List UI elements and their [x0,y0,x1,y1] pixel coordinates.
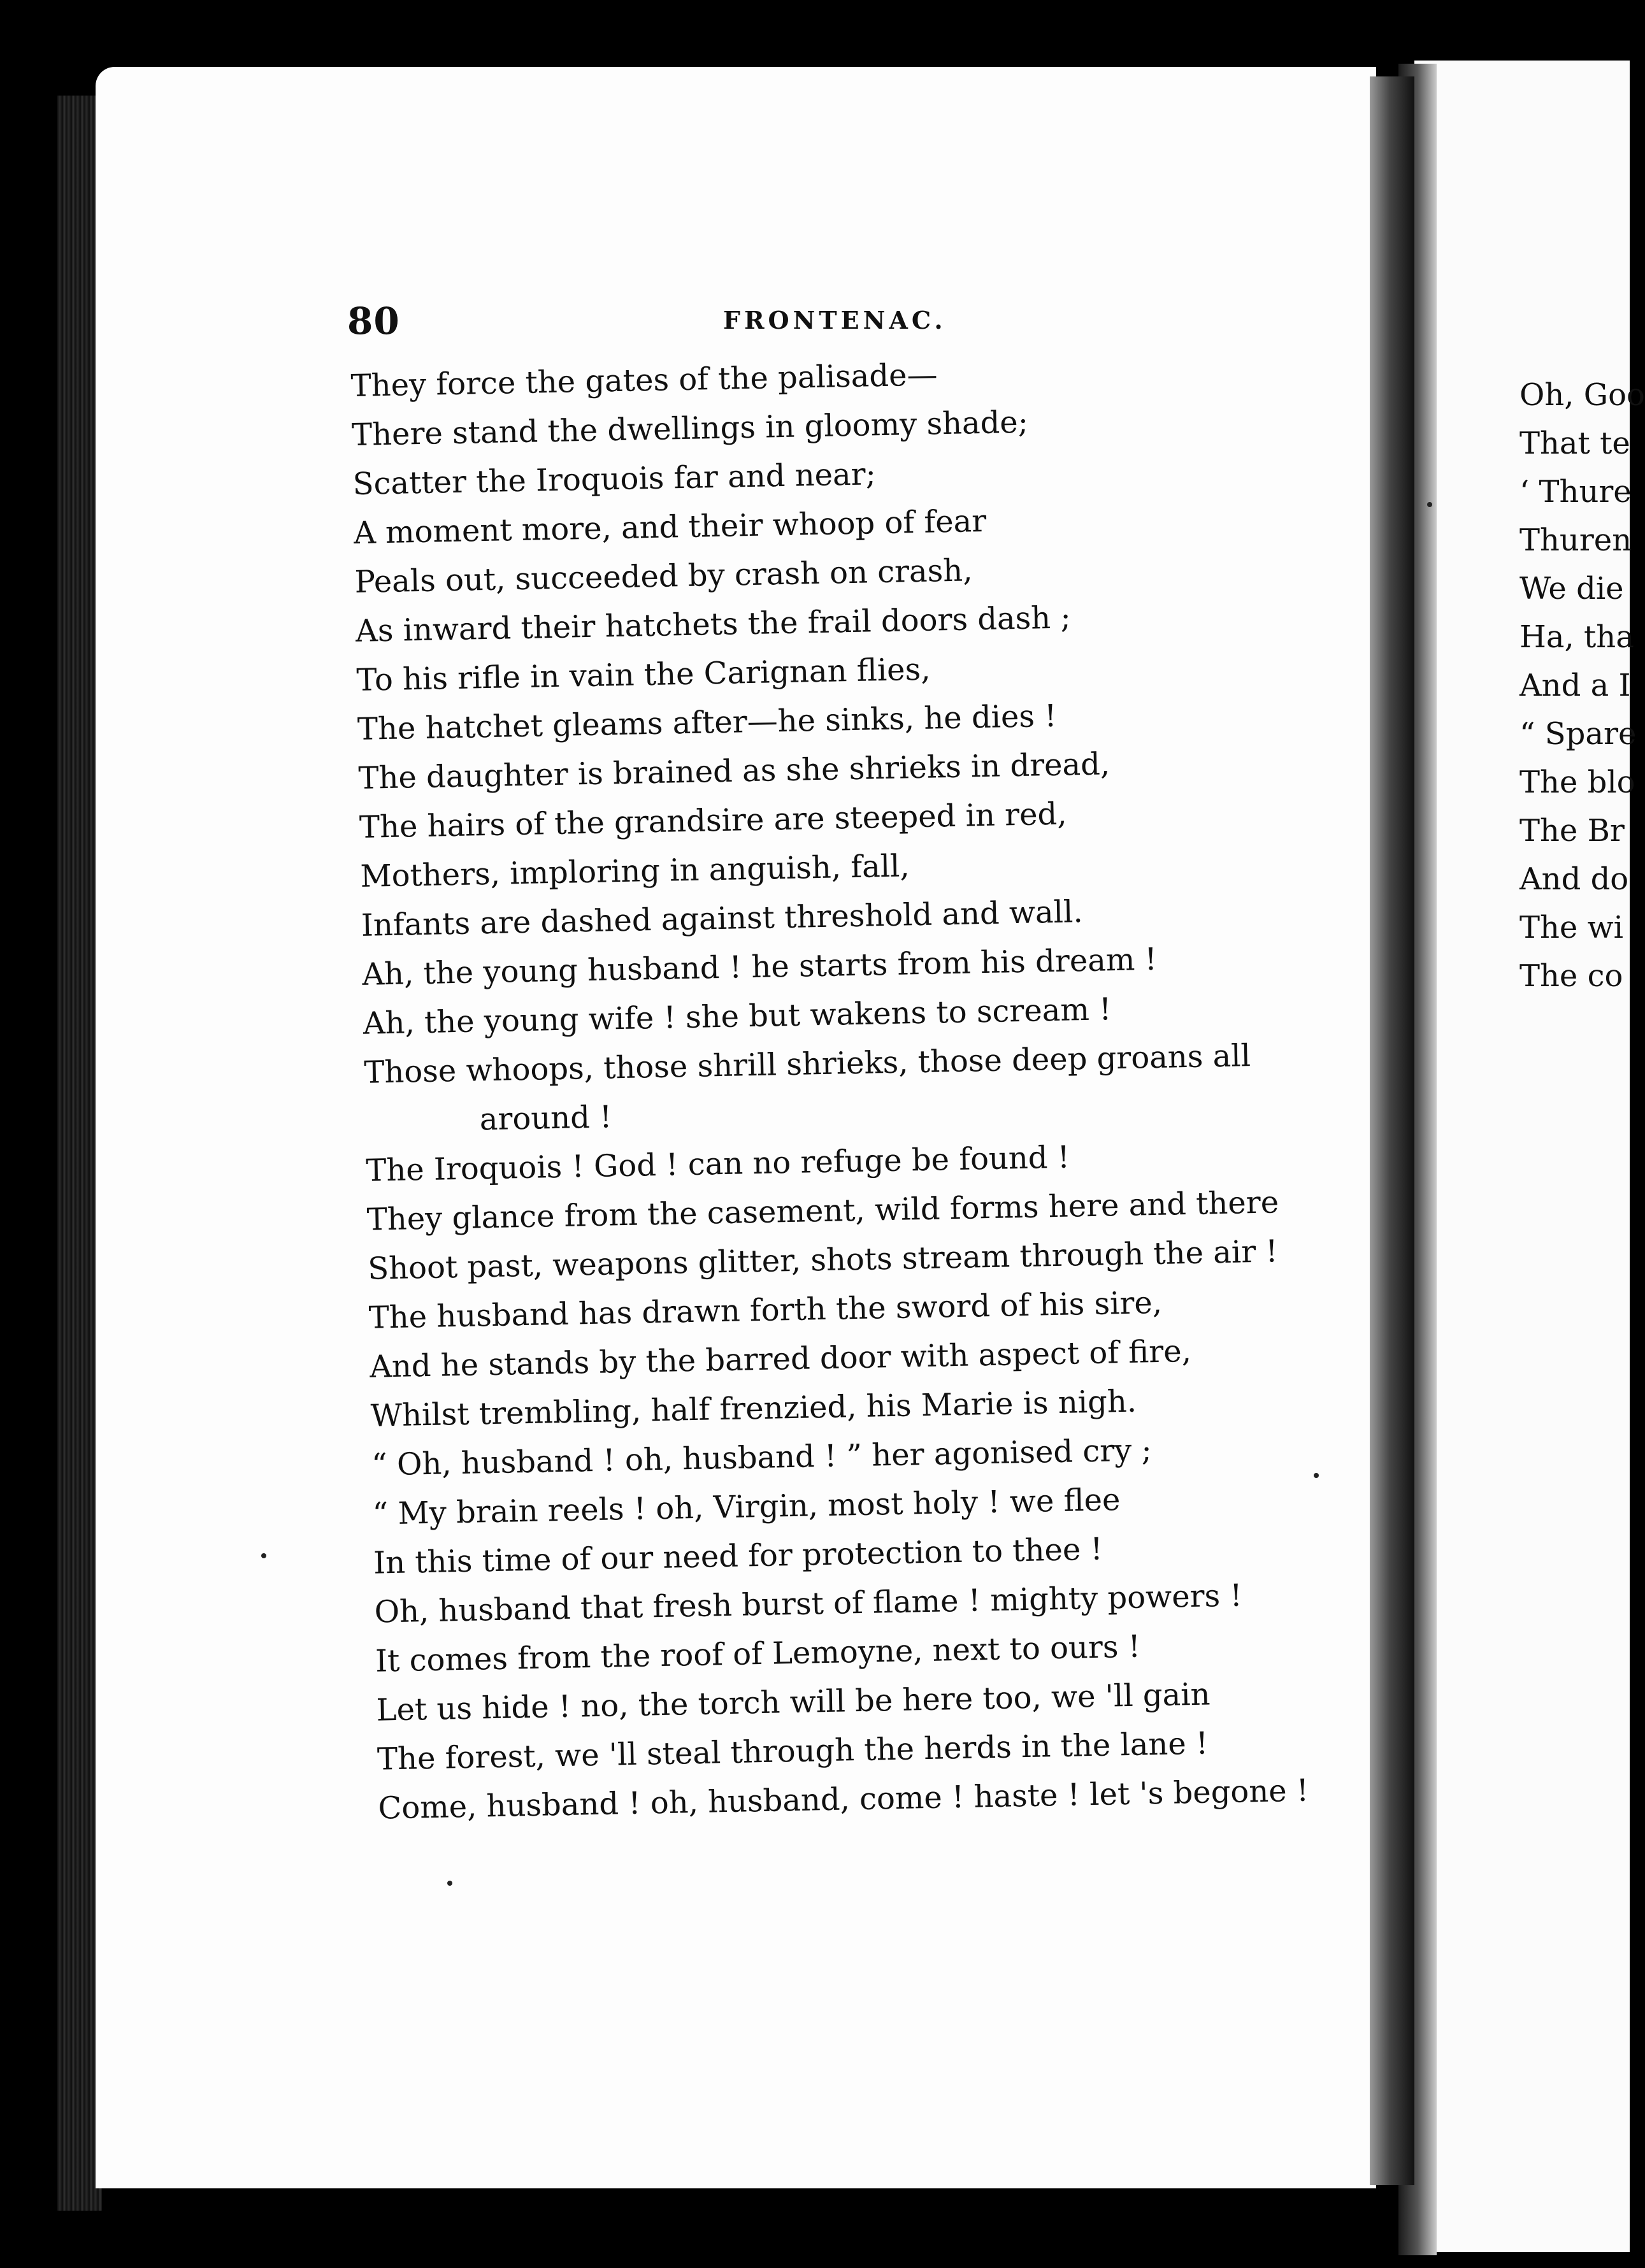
right-page-line: And a I [1519,668,1631,703]
right-page-line: The wi [1519,910,1624,945]
page-header [347,299,1303,350]
poem-text [350,343,1372,1834]
poem-line: There stand the dwellings in gloomy shade; [351,404,1029,453]
page-number: 80 [347,299,400,343]
poem-line: “ Oh, husband ! oh, husband ! ” her agonised cry ; [371,1432,1153,1483]
poem-line: Shoot past, weapons glitter, shots stream through the air ! [367,1233,1279,1287]
poem-line: Come, husband ! oh, husband, come ! haste ! let 's begone ! [378,1772,1309,1827]
poem-line: It comes from the roof of Lemoyne, next to ours ! [375,1628,1141,1679]
right-page-line: That te [1519,426,1630,461]
poem-line: Oh, husband that fresh burst of flame ! mighty powers ! [374,1577,1243,1630]
poem-line: In this time of our need for protection to thee ! [373,1531,1103,1581]
poem-line: To his rifle in vain the Carignan flies, [356,651,931,698]
right-page-line: Thuren [1519,522,1632,558]
poem-line: Let us hide ! no, the torch will be here too, we 'll gain [376,1676,1210,1728]
right-page-line: And do [1519,861,1629,897]
poem-line: Ah, the young husband ! he starts from his dream ! [361,941,1158,993]
poem-line: The forest, we 'll steal through the herds in the lane ! [377,1725,1209,1777]
poem-line: The daughter is brained as she shrieks in dread, [358,746,1110,796]
poem-line: And he stands by the barred door with aspect of fire, [369,1333,1192,1385]
running-head: FRONTENAC. [723,306,947,334]
poem-line: Infants are dashed against threshold and wall. [361,894,1084,944]
poem-line: They glance from the casement, wild forms here and there [366,1184,1279,1238]
poem-line: The Iroquois ! God ! can no refuge be found ! [365,1139,1070,1189]
poem-line: Those whoops, those shrill shrieks, those deep groans all [363,1038,1251,1091]
right-page-line: The co [1519,958,1623,994]
right-page-line: We die [1519,571,1624,606]
poem-line: The hairs of the grandsire are steeped in red, [359,796,1067,845]
right-page-line: The blo [1519,764,1635,800]
right-page-text [1519,371,1645,1000]
poem-line: The husband has drawn forth the sword of his sire, [368,1284,1163,1336]
poem-line: As inward their hatchets the frail doors dash ; [355,599,1072,649]
right-page-line: The Br [1519,813,1625,849]
poem-line-continuation: around ! [479,1099,612,1138]
scan-speck [1314,1473,1319,1478]
scan-speck [1427,502,1432,507]
poem-line: “ My brain reels ! oh, Virgin, most holy ! we flee [372,1482,1121,1532]
scan-speck [447,1881,452,1886]
poem-line: They force the gates of the palisade— [350,357,938,404]
left-page-shadow [1370,76,1414,2185]
poem-line: The hatchet gleams after—he sinks, he dies ! [357,698,1058,747]
right-page-line: “ Spare [1519,716,1637,752]
poem-line: Scatter the Iroquois far and near; [352,456,877,502]
right-page-line: ‘ Thure [1519,474,1632,510]
right-page-line: Ha, tha [1519,619,1634,655]
poem-line: Peals out, succeeded by crash on crash, [354,552,973,600]
right-page-line: Oh, Goo [1519,377,1645,413]
scan-speck [261,1553,266,1558]
poem-line: Whilst trembling, half frenzied, his Marie is nigh. [370,1383,1137,1434]
poem-line: Ah, the young wife ! she but wakens to scream ! [363,991,1112,1042]
poem-line: A moment more, and their whoop of fear [353,503,987,551]
poem-line: Mothers, imploring in anguish, fall, [359,848,910,894]
